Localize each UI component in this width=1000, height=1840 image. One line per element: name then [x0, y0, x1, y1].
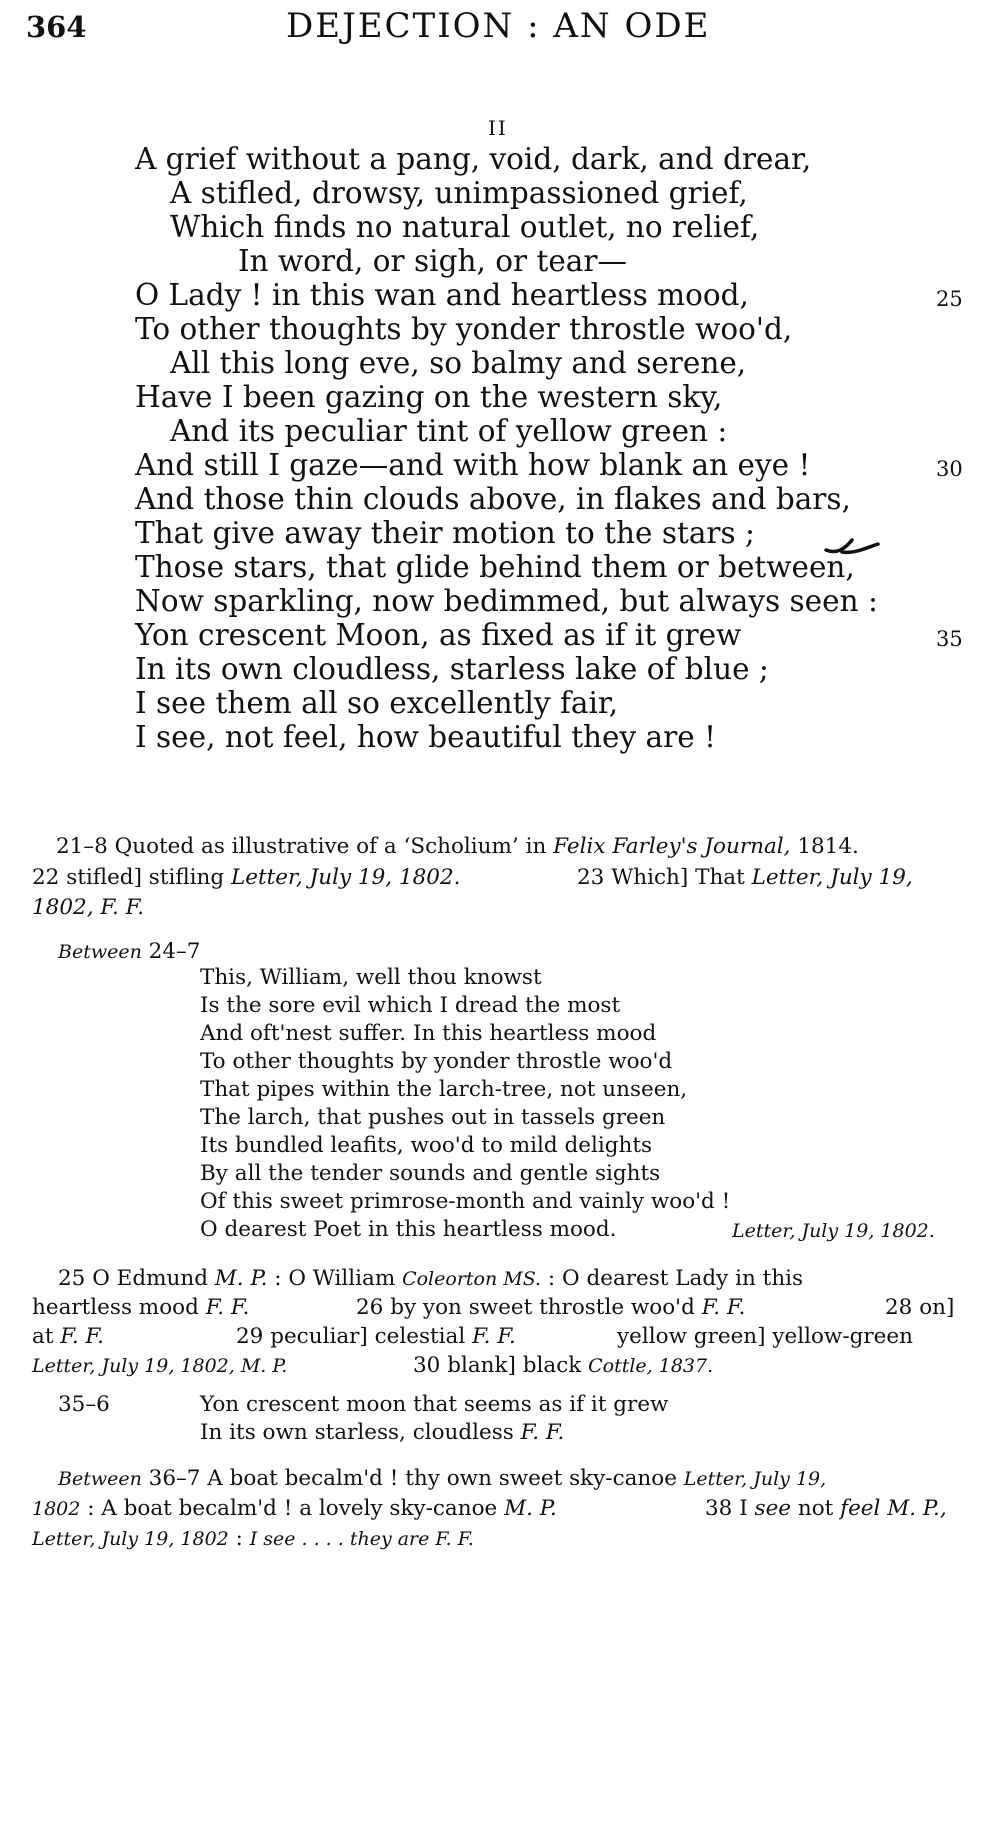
note-line: 21–8 Quoted as illustrative of a ‘Scholium’ in Felix Farley's Journal, 1814.	[56, 834, 859, 859]
poem-line: To other thoughts by yonder throstle woo'd,	[135, 312, 793, 346]
note-line: 22 stifled] stifling Letter, July 19, 1802.	[32, 865, 461, 890]
running-title: DEJECTION : AN ODE	[286, 6, 711, 46]
poem-line: All this long eve, so balmy and serene,	[170, 346, 747, 380]
quoted-line: In its own starless, cloudless F. F.	[200, 1420, 565, 1445]
note-line: Between 36–7 A boat becalm'd ! thy own sweet sky-canoe Letter, July 19,	[58, 1466, 827, 1491]
section-numeral: II	[488, 116, 508, 140]
note-line: 30 blank] black Cottle, 1837.	[413, 1353, 714, 1378]
note-line: 38 I see not feel M. P.,	[705, 1496, 947, 1521]
poem-line: In word, or sigh, or tear—	[238, 244, 627, 278]
poem-line: Yon crescent Moon, as fixed as if it grew	[135, 618, 742, 652]
quoted-line: That pipes within the larch-tree, not unseen,	[200, 1077, 688, 1102]
quoted-line: Its bundled leafits, woo'd to mild delights	[200, 1133, 652, 1158]
note-line: at F. F.	[32, 1324, 104, 1349]
quoted-line: O dearest Poet in this heartless mood.	[200, 1217, 617, 1242]
quoted-line: By all the tender sounds and gentle sights	[200, 1161, 661, 1186]
poem-line: In its own cloudless, starless lake of blue ;	[135, 652, 769, 686]
poem-line: I see, not feel, how beautiful they are !	[135, 720, 716, 754]
note-line-number: 35–6	[58, 1392, 110, 1417]
note-line: 29 peculiar] celestial F. F.	[236, 1324, 516, 1349]
note-line: 23 Which] That Letter, July 19,	[577, 865, 913, 890]
poem-line: O Lady ! in this wan and heartless mood,	[135, 278, 749, 312]
poem-line: And those thin clouds above, in flakes and bars,	[135, 482, 851, 516]
line-number: 30	[936, 457, 963, 481]
quoted-line: And oft'nest suffer. In this heartless mood	[200, 1021, 657, 1046]
line-number: 25	[936, 287, 963, 311]
note-line: 1802, F. F.	[32, 895, 145, 920]
line-number: 35	[936, 627, 963, 651]
quoted-line: To other thoughts by yonder throstle woo'd	[200, 1049, 673, 1074]
note-line: yellow green] yellow-green	[617, 1324, 913, 1349]
poem-line: And still I gaze—and with how blank an eye !	[135, 448, 811, 482]
quoted-line: This, William, well thou knowst	[200, 965, 542, 990]
poem-line: Those stars, that glide behind them or between,	[135, 550, 855, 584]
note-source: Letter, July 19, 1802.	[732, 1220, 935, 1242]
note-line: 28 on]	[885, 1295, 955, 1320]
note-line: 25 O Edmund M. P. : O William Coleorton MS. : O dearest Lady in this	[58, 1266, 804, 1291]
quoted-line: Is the sore evil which I dread the most	[200, 993, 621, 1018]
poem-line: I see them all so excellently fair,	[135, 686, 619, 720]
page-number: 364	[26, 10, 87, 44]
quoted-line: Of this sweet primrose-month and vainly woo'd !	[200, 1189, 731, 1214]
note-label: Between 24–7	[58, 939, 201, 964]
poem-line: And its peculiar tint of yellow green :	[170, 414, 728, 448]
note-line: Letter, July 19, 1802 : I see . . . . they are F. F.	[32, 1526, 474, 1551]
poem-line: Have I been gazing on the western sky,	[135, 380, 723, 414]
poem-line: That give away their motion to the stars ;	[135, 516, 755, 550]
poem-line: A stifled, drowsy, unimpassioned grief,	[170, 176, 748, 210]
note-line: 1802 : A boat becalm'd ! a lovely sky-canoe M. P.	[32, 1496, 557, 1521]
poem-line: Now sparkling, now bedimmed, but always seen :	[135, 584, 878, 618]
quoted-line: The larch, that pushes out in tassels green	[200, 1105, 666, 1130]
quoted-line: Yon crescent moon that seems as if it grew	[200, 1392, 669, 1417]
poem-line: A grief without a pang, void, dark, and drear,	[135, 142, 812, 176]
poem-line: Which finds no natural outlet, no relief,	[170, 210, 760, 244]
note-line: Letter, July 19, 1802, M. P.	[32, 1355, 288, 1377]
handwritten-tick-mark	[822, 530, 882, 560]
note-line: 26 by yon sweet throstle woo'd F. F.	[356, 1295, 746, 1320]
note-line: heartless mood F. F.	[32, 1295, 250, 1320]
